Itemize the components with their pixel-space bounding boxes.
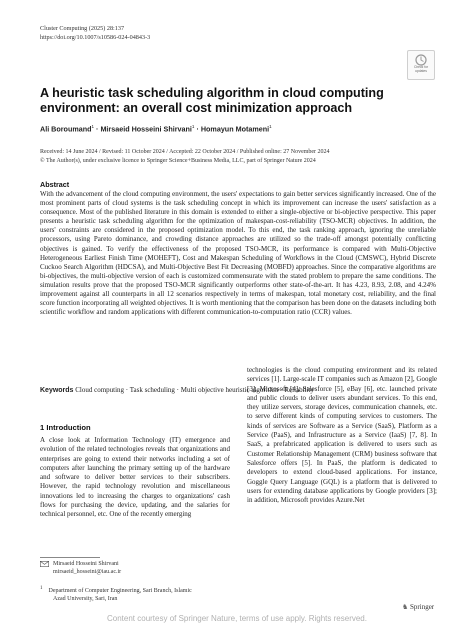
keywords-label: Keywords bbox=[40, 387, 74, 394]
content-courtesy-footer: Content courtesy of Springer Nature, terms of use apply. Rights reserved. bbox=[107, 614, 367, 623]
springer-label: Springer bbox=[410, 603, 435, 611]
journal-header bbox=[40, 24, 150, 42]
affiliation-line-2: Azad University, Sari, Iran bbox=[53, 596, 118, 602]
author-list bbox=[40, 124, 272, 133]
paper-title: A heuristic task scheduling algorithm in cloud computing environment: an overall cost minimization approach bbox=[40, 86, 384, 115]
abstract-heading: Abstract bbox=[40, 180, 70, 189]
check-updates-label-1: Check for bbox=[413, 65, 429, 69]
copyright-line: © The Author(s), under exclusive licence to Springer Science+Business Media, LLC, part of Springer Nature 2024 bbox=[40, 157, 316, 164]
journal-name: Cluster Computing (2025) 28:137 bbox=[40, 25, 125, 32]
doi-link[interactable]: https://doi.org/10.1007/s10586-024-04843-3 bbox=[40, 34, 151, 41]
publication-dates bbox=[40, 148, 330, 165]
author-name[interactable]: Homayun Motameni bbox=[200, 124, 270, 134]
author-name[interactable]: Ali Boroumand bbox=[40, 124, 92, 134]
author-separator: · bbox=[196, 124, 199, 134]
affiliation-mark: 1 bbox=[269, 124, 272, 129]
affiliation-mark: 1 bbox=[91, 124, 95, 129]
affiliation-line-1: Department of Computer Engineering, Sari Branch, Islamic bbox=[48, 588, 192, 594]
affiliation-footnote-mark: 1 bbox=[40, 586, 43, 591]
check-for-updates-badge[interactable] bbox=[407, 50, 435, 80]
contact-name: Mirsaeid Hosseini Shirvani bbox=[53, 561, 119, 567]
keywords-list: Cloud computing · Task scheduling · Multi objective heuristic algorithm · Reliability bbox=[75, 386, 314, 394]
author-separator: · bbox=[96, 124, 99, 134]
affiliation-footnote bbox=[40, 585, 192, 603]
introduction-left-column: A close look at Information Technology (IT) emergence and evolution of the related technologies reveals that organizations and enterprises are going to extend their networks including a set of computers after launching the primary setting up of the hardware and software to deliver better services to their subscribers. However, the rapid technology revolution and miscellaneous innovations led to increasing the charges to organizations' cash flows for purchasing the device, updating, and the salaries for technical personnel, etc. One of the recently emerging bbox=[40, 436, 230, 519]
envelope-icon bbox=[40, 561, 49, 567]
introduction-right-column: technologies is the cloud computing environment and its related services [1]. Large-scale IT companies such as Amazon [2], Google [3], Microsoft [4], Salesforce [5], eBay [6], etc. launched private and public clouds to deliver users abundant services. To this end, they utilize servers, storage devices, communication channels, etc. to serve different kinds of computing services to customers. The kinds of services are Software as a Service (SaaS), Platform as a Service (PaaS), and Infrastructure as a Service (IaaS) [7, 8]. In SaaS, a prefabricated application is delivered to users such as Customer Relationship Management (CRM) business software that Salesforce offers [5]. In PaaS, the platform is dedicated to developers to extend cloud-based applications. For instance, Goggle Query Language (GQL) is a platform that is delivered to users for extending database applications by Google providers [3]; in addition, Microsoft provides Azure.Net bbox=[247, 366, 437, 505]
history-dates: Received: 14 June 2024 / Revised: 11 October 2024 / Accepted: 22 October 2024 / Published online: 27 November 2024 bbox=[40, 149, 330, 155]
introduction-heading: 1 Introduction bbox=[40, 423, 91, 432]
corresponding-author-note bbox=[40, 560, 121, 576]
springer-logo bbox=[402, 603, 434, 611]
check-updates-label-2: updates bbox=[415, 68, 427, 73]
affiliation-mark: 1 bbox=[191, 124, 195, 129]
author-name[interactable]: Mirsaeid Hosseini Shirvani bbox=[100, 124, 192, 134]
abstract-text: With the advancement of the cloud computing environment, the users' expectations to gain better services significantly increased. One of the most prominent parts of cloud systems is the task scheduling concept in which its improvement can increase the users' satisfaction as a consequence. Most of the published literature in this domain is extended to either a single-objective or bi-objective perspective. This paper presents a heuristic task scheduling algorithm for the optimization of makespan-cost-reliability (TSO-MCR) objectives. In addition, the users' constraints are considered in the proposed optimization model. To this end, the task ranking approach, ignoring the unreliable processors, using Pareto dominance, and crowding distance approaches are utilized so the trade-off amongst potentially conflicting objectives is gained. To verify the effectiveness of the proposed TSO-MCR, its performance is compared with Multi-Objective Heterogeneous Earliest Finish Time (MOHEFT), Cost and Makespan Scheduling of Workflows in the Cloud (CMSWC), Hybrid Discrete Cuckoo Search Algorithm (HDCSA), and Multi-Objective Best Fit Decreasing (MOBFD) approaches. Since the comparative algorithms are bi-objectives, the multi-objective version of each is customized commensurate with the stated problem to prepare the same conditions. The simulation results prove that the proposed TSO-MCR significantly outperforms other state-of-the-art. It has 4.23, 8.93, 2.08, and 4.24% improvement against all counterparts in all 12 scenarios respectively in terms of makespan, total monetary cost, reliability, and the final score function incorporating all weighted objectives. It is worth mentioning that the comparison has been done on the datasets including both scientific workflow and random applications with different communication-to-computation ratio (CCR) values. bbox=[40, 190, 436, 317]
footnote-divider bbox=[40, 557, 100, 558]
springer-horse-icon: ♞ bbox=[402, 603, 409, 611]
contact-email[interactable]: mirsaeid_hosseini@iau.ac.ir bbox=[53, 569, 122, 575]
